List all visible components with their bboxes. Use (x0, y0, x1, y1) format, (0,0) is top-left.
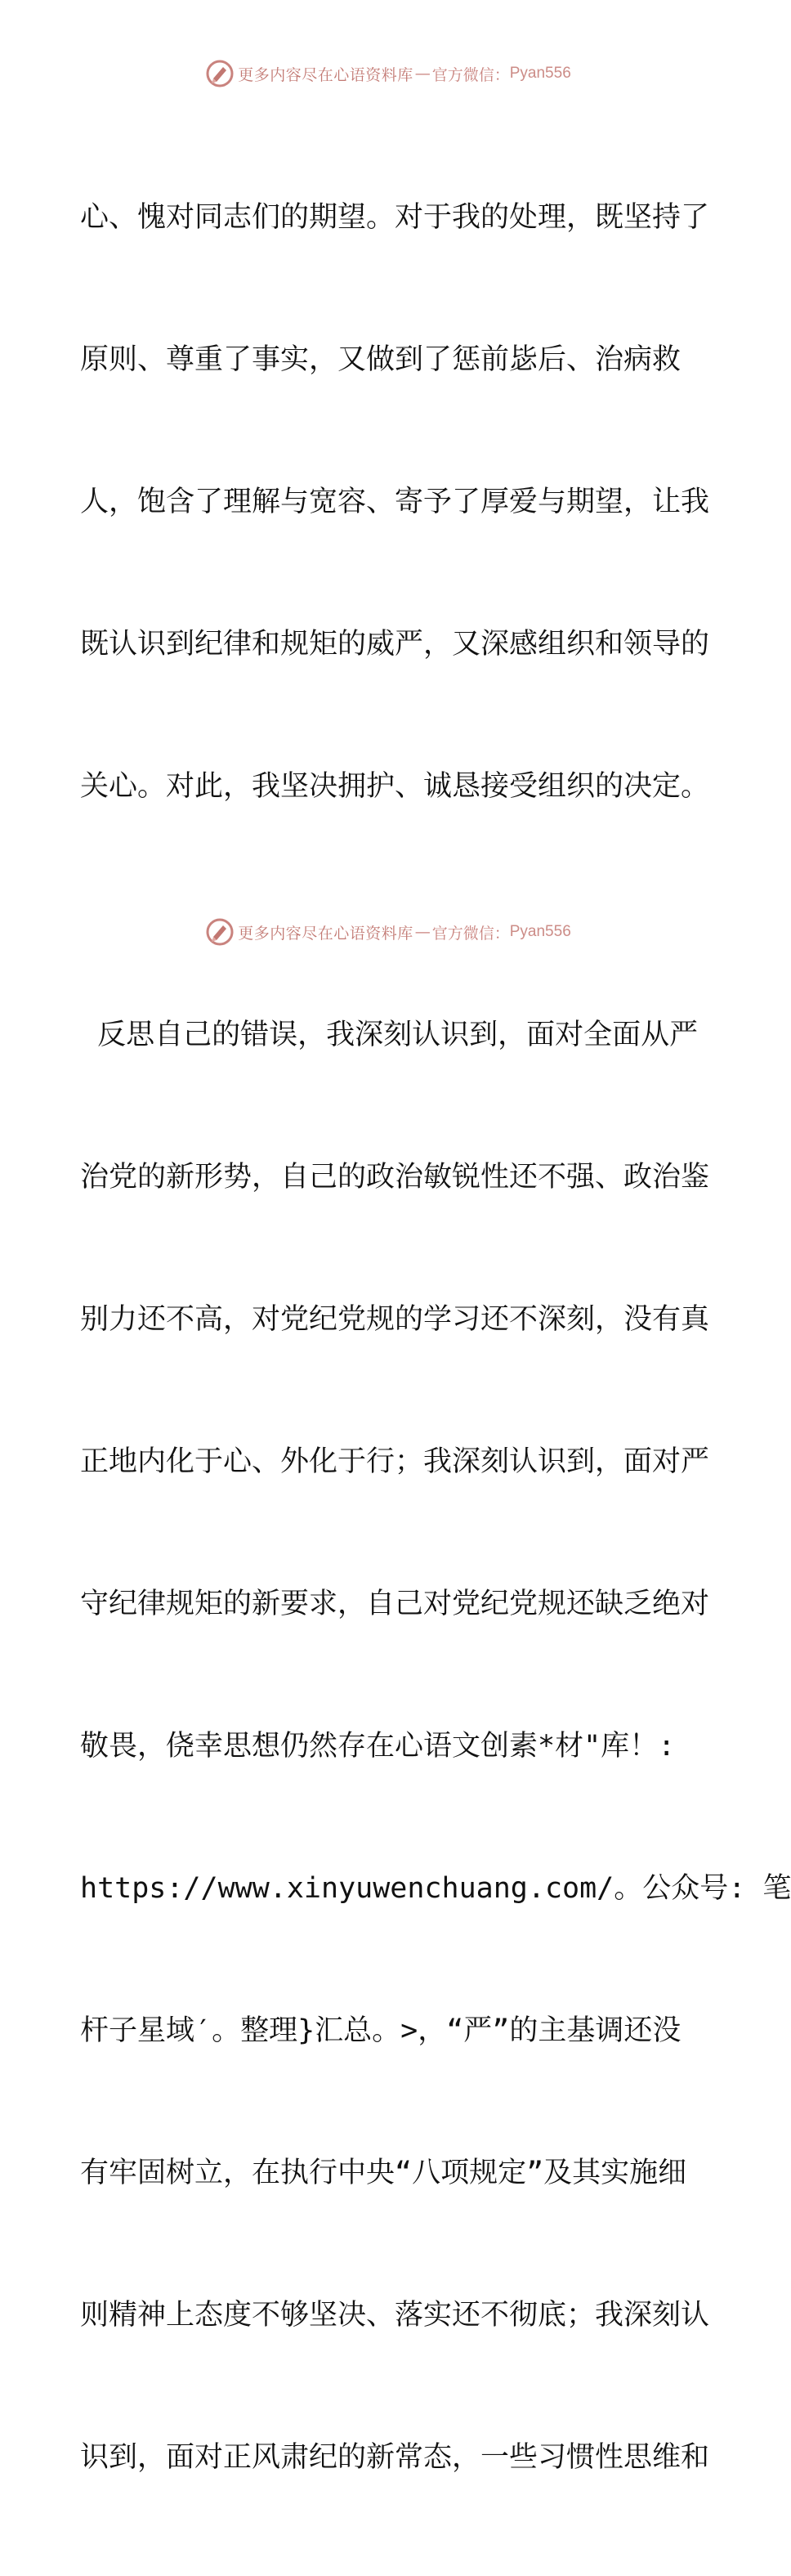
watermark-contact-label: 官方微信： (431, 65, 510, 84)
pen-logo-icon (205, 917, 235, 947)
watermark-separator: — (414, 923, 431, 941)
header-watermark (0, 57, 776, 90)
text-line: 识到，面对正风肃纪的新常态，一些习惯性思维和 (80, 2441, 710, 2474)
watermark-contact-id: Pyan556 (509, 923, 571, 940)
text-line: 既认识到纪律和规矩的威严，又深感组织和领导的 (80, 628, 710, 661)
watermark-main-text: 更多内容尽在心语资料库 (238, 924, 413, 943)
footer-watermark (0, 916, 776, 948)
text-line: 人，饱含了理解与宽容、寄予了厚爱与期望，让我 (80, 486, 710, 518)
text-line: 有牢固树立，在执行中央“八项规定”及其实施细 (80, 2157, 687, 2189)
watermark-separator: — (414, 65, 431, 83)
text-line: 关心。对此，我坚决拥护、诚恳接受组织的决定。 (80, 770, 710, 803)
text-line: 原则、尊重了事实，又做到了惩前毖后、治病救 (80, 343, 682, 376)
url-text-line: https://www.xinyuwenchuang.com/。公众号: 笔 (80, 1872, 791, 1905)
watermark-main-text: 更多内容尽在心语资料库 (238, 65, 413, 84)
text-line: 治党的新形势，自己的政治敏锐性还不强、政治鉴 (80, 1161, 710, 1194)
text-line: 敬畏，侥幸思想仍然存在心语文创素*材"库！: (80, 1730, 676, 1763)
text-line: 则精神上态度不够坚决、落实还不彻底；我深刻认 (80, 2299, 710, 2332)
text-line: 杆子星域′。整理}汇总。>，“严”的主基调还没 (80, 2014, 682, 2047)
text-line: 反思自己的错误，我深刻认识到，面对全面从严 (80, 1019, 699, 1051)
watermark-contact-id: Pyan556 (509, 65, 571, 82)
text-line: 守纪律规矩的新要求，自己对党纪党规还缺乏绝对 (80, 1588, 710, 1620)
text-line: 别力还不高，对党纪党规的学习还不深刻，没有真 (80, 1303, 710, 1336)
paragraph-1 (80, 99, 710, 905)
text-line: 心、愧对同志们的期望。对于我的处理，既坚持了 (80, 201, 710, 234)
paragraph-2 (80, 916, 791, 2576)
text-line: 正地内化于心、外化于行；我深刻认识到，面对严 (80, 1445, 710, 1478)
document-body (80, 99, 791, 2576)
pen-logo-icon (205, 59, 235, 88)
watermark-contact-label: 官方微信： (431, 924, 510, 943)
